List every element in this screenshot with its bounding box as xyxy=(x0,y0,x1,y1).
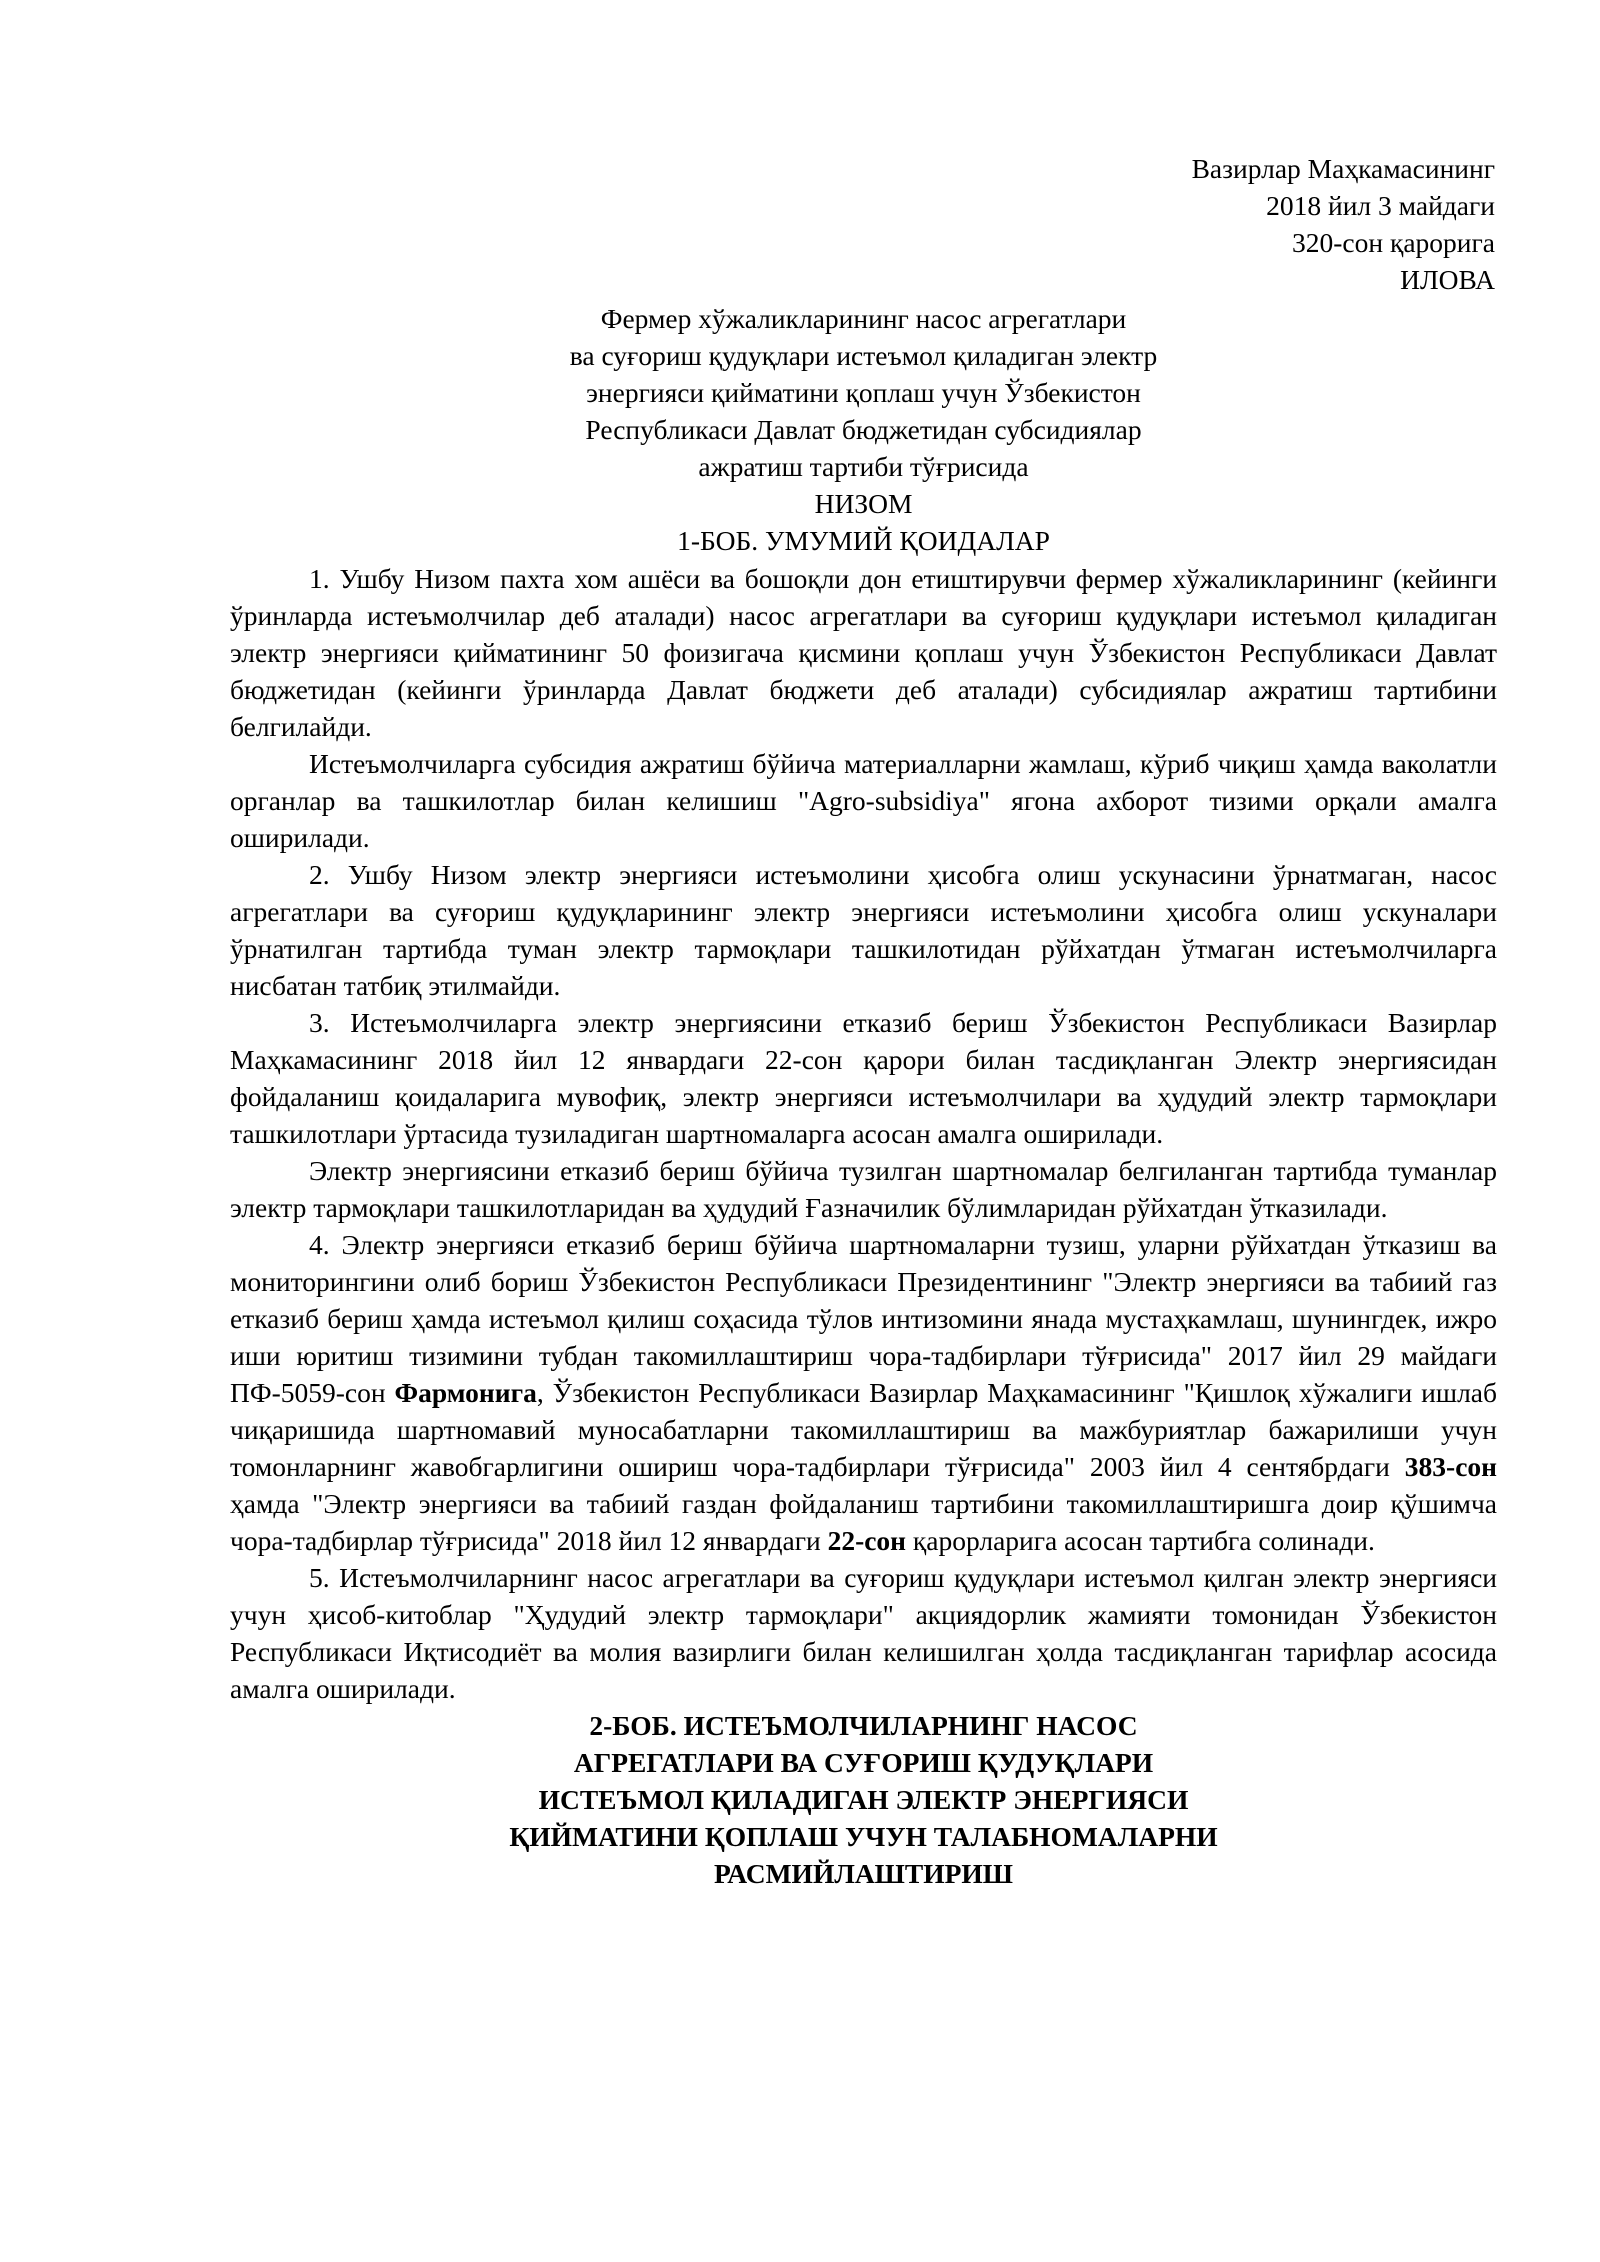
header-line: Вазирлар Маҳкамасининг xyxy=(1191,153,1495,184)
paragraph-text: ҳамда "Электр энергияси ва табиий газдан фойдаланиш тартибини такомиллаштиришга доир қўшимча чора-тадбирлар тўғрисида" 2018 йил 12 январдаги xyxy=(230,1488,1497,1556)
paragraph: 5. Истеъмолчиларнинг насос агрегатлари ва суғориш қудуқлари истеъмол қилган электр энергияси учун ҳисоб-китоблар "Ҳудудий электр тармоқлари" акциядорлик жамияти томонидан Ўзбекистон Республикаси Иқтисодиёт ва молия вазирлиги билан келишилган ҳолда тасдиқланган тарифлар асосида амалга оширилади. xyxy=(230,1562,1497,1704)
header-line: 320-сон қарорига xyxy=(1292,227,1495,258)
decree-reference: Фармонига xyxy=(394,1377,537,1408)
chapter-heading-line: 2-БОБ. ИСТЕЪМОЛЧИЛАРНИНГ НАСОС xyxy=(589,1710,1138,1741)
paragraph-text: , Ўзбекистон Республикаси Вазирлар Маҳкамасининг "Қишлоқ хўжалиги ишлаб чиқаришида шартномавий муносабатларни такомиллаштириш ва мажбуриятлар бажарилиши учун томонларнинг жавобгарлигини ошириш чора-тадбирлари тўғрисида" 2003 йил 4 сентябрдаги xyxy=(230,1377,1497,1482)
paragraph: Истеъмолчиларга субсидия ажратиш бўйича материалларни жамлаш, кўриб чиқиш ҳамда ваколатли органлар ва ташкилотлар билан келишиш "Agro-subsidiya" ягона ахборот тизими орқали амалга оширилади. xyxy=(230,748,1497,853)
chapter-heading: 1-БОБ. УМУМИЙ ҚОИДАЛАР xyxy=(677,525,1050,556)
paragraph-text: 4. Электр энергияси етказиб бериш бўйича шартномаларни тузиш, уларни рўйхатдан ўтказиш ва мониторингини олиб бориш Ўзбекистон Республикаси Президентининг "Электр энергияси ва табиий газ етказиб бериш ҳамда истеъмол қилиш соҳасида тўлов интизомини янада мустаҳкамлаш, шунингдек, ижро иши юритиш тизимини тубдан такомиллаштириш чора-тадбирлари тўғрисида" 2017 йил 29 майдаги ПФ-5059-сон xyxy=(230,1229,1497,1408)
chapter-heading-line: ҚИЙМАТИНИ ҚОПЛАШ УЧУН ТАЛАБНОМАЛАРНИ xyxy=(509,1821,1218,1852)
chapter-heading-line: АГРЕГАТЛАРИ ВА СУҒОРИШ ҚУДУҚЛАРИ xyxy=(573,1747,1154,1778)
paragraph-text: қарорларига асосан тартибга солинади. xyxy=(906,1525,1375,1556)
chapter-heading-line: РАСМИЙЛАШТИРИШ xyxy=(713,1858,1014,1889)
paragraph: Электр энергиясини етказиб бериш бўйича тузилган шартномалар белгиланган тартибда туманлар электр тармоқлари ташкилотларидан ва ҳудудий Ғазначилик бўлимларидан рўйхатдан ўтказилади. xyxy=(230,1155,1497,1223)
resolution-reference: 383-сон xyxy=(1404,1451,1497,1482)
paragraph: 1. Ушбу Низом пахта хом ашёси ва бошоқли дон етиштирувчи фермер хўжаликларининг (кейинги ўринларда истеъмолчилар деб аталади) насос агрегатлари ва суғориш қудуқлари истеъмол қиладиган электр энергияси қийматининг 50 фоизигача қисмини қоплаш учун Ўзбекистон Республикаси Давлат бюджетидан (кейинги ўринларда Давлат бюджети деб аталади) субсидиялар ажратиш тартибини белгилайди. xyxy=(230,563,1497,742)
title-line: ва суғориш қудуқлари истеъмол қиладиган электр xyxy=(569,340,1158,371)
document-type: НИЗОМ xyxy=(814,488,913,519)
header-line: 2018 йил 3 майдаги xyxy=(1266,190,1495,221)
resolution-reference: 22-сон xyxy=(827,1525,907,1556)
title-line: ажратиш тартиби тўғрисида xyxy=(698,451,1029,482)
document-body xyxy=(230,560,1497,1892)
paragraph xyxy=(230,1226,1497,1559)
title-line: Фермер хўжаликларининг насос агрегатлари xyxy=(600,303,1127,334)
document-title-block xyxy=(230,300,1497,559)
chapter-heading-line: ИСТЕЪМОЛ ҚИЛАДИГАН ЭЛЕКТР ЭНЕРГИЯСИ xyxy=(538,1784,1189,1815)
title-line: энергияси қийматини қоплаш учун Ўзбекистон xyxy=(586,377,1141,408)
title-line: Республикаси Давлат бюджетидан субсидиялар xyxy=(585,414,1142,445)
paragraph: 2. Ушбу Низом электр энергияси истеъмолини ҳисобга олиш ускунасини ўрнатмаган, насос агрегатлари ва суғориш қудуқларининг электр энергияси истеъмолини ҳисобга олиш ускуналари ўрнатилган тартибда туман электр тармоқлари ташкилотидан рўйхатдан ўтмаган истеъмолчиларга нисбатан татбиқ этилмайди. xyxy=(230,859,1497,1001)
appendix-header xyxy=(1192,150,1495,298)
chapter-heading xyxy=(230,1707,1497,1892)
header-label: ИЛОВА xyxy=(1400,264,1495,295)
paragraph: 3. Истеъмолчиларга электр энергиясини етказиб бериш Ўзбекистон Республикаси Вазирлар Маҳкамасининг 2018 йил 12 январдаги 22-сон қарори билан тасдиқланган Электр энергиясидан фойдаланиш қоидаларига мувофиқ, электр энергияси истеъмолчилари ва ҳудудий электр тармоқлари ташкилотлари ўртасида тузиладиган шартномаларга асосан амалга оширилади. xyxy=(230,1007,1497,1149)
